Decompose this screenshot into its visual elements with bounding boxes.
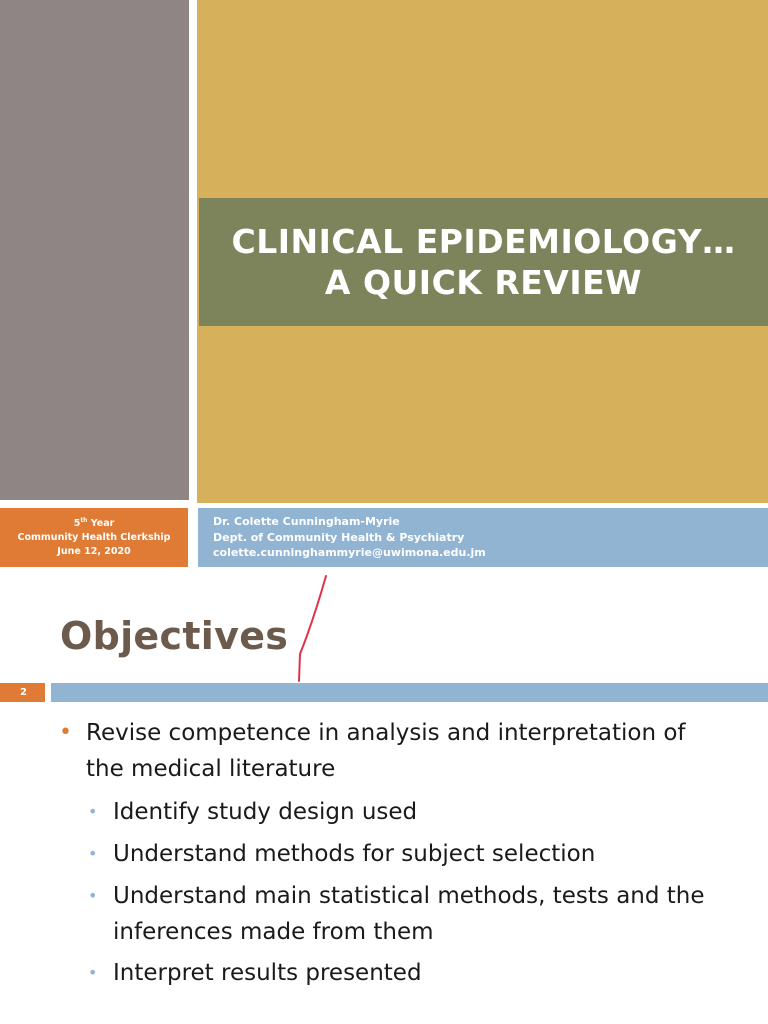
author-name: Dr. Colette Cunningham-Myrie bbox=[213, 515, 400, 529]
list-item: • Understand main statistical methods, tests and the inferences made from them bbox=[88, 878, 705, 950]
list-item: • Identify study design used bbox=[88, 794, 417, 830]
red-annotation-mark bbox=[290, 574, 330, 686]
list-item: • Revise competence in analysis and interpretation of the medical literature bbox=[59, 715, 686, 787]
course-clerkship: Community Health Clerkship bbox=[17, 531, 171, 543]
list-item: • Interpret results presented bbox=[88, 955, 422, 991]
list-item: • Understand methods for subject selection bbox=[88, 836, 595, 872]
slide-title-line-2: A QUICK REVIEW bbox=[324, 263, 643, 302]
slide-title-line-1: CLINICAL EPIDEMIOLOGY… bbox=[231, 221, 736, 261]
author-email[interactable]: colette.cunninghammyrie@uwimona.edu.jm bbox=[213, 546, 486, 560]
bullet-dot: • bbox=[59, 720, 72, 745]
left-gray-panel bbox=[0, 0, 189, 500]
slide-number: 2 bbox=[0, 683, 45, 702]
course-info-box bbox=[0, 508, 188, 567]
bullet-dot: • bbox=[88, 802, 98, 821]
author-dept: Dept. of Community Health & Psychiatry bbox=[213, 530, 465, 544]
bullet-dot: • bbox=[88, 886, 98, 905]
author-info-box bbox=[198, 508, 768, 567]
header-bar bbox=[51, 683, 768, 702]
course-year: 5th Year bbox=[73, 516, 115, 529]
objectives-title: Objectives bbox=[60, 614, 289, 658]
bullet-dot: • bbox=[88, 963, 98, 982]
bullet-dot: • bbox=[88, 844, 98, 863]
course-date: June 12, 2020 bbox=[57, 545, 131, 557]
title-band bbox=[199, 198, 768, 326]
